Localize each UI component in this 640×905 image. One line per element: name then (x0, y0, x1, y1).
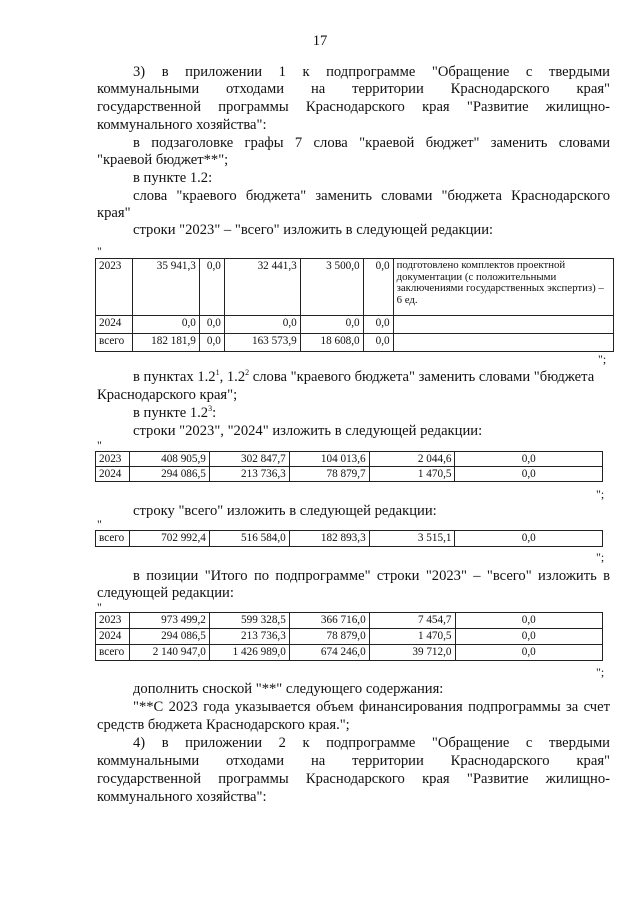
table-cell: 0,0 (199, 259, 224, 316)
table-cell: 294 086,5 (129, 629, 209, 645)
table-cell: 0,0 (455, 467, 603, 482)
table-cell: 0,0 (363, 316, 393, 334)
paragraph-4-line-4: коммунального хозяйства": (97, 789, 267, 805)
table-cell: 0,0 (199, 316, 224, 334)
table-cell: 516 584,0 (209, 531, 289, 547)
subheading-change-line-2: "краевой бюджет**"; (97, 152, 229, 168)
close-quote: "; (596, 550, 605, 564)
table-row (96, 316, 614, 334)
table-cell: 0,0 (455, 452, 603, 467)
table-1 (95, 258, 614, 352)
table-cell: 294 086,5 (129, 467, 209, 482)
paragraph-4-line-2: коммунальными отходами на территории Краснодарского края" (97, 753, 610, 769)
table-cell: 599 328,5 (209, 613, 289, 629)
table-cell: 78 879,0 (289, 629, 369, 645)
open-quote: " (97, 517, 102, 531)
table-cell: 0,0 (199, 334, 224, 352)
points-1-2-1-2-line-1: в пунктах $1.2^1$, $1.2^2$ слова "краевого бюджета" заменить словами "бюджета (133, 368, 595, 385)
table-cell: 213 736,3 (209, 467, 289, 482)
table-cell-year: 2023 (96, 452, 130, 467)
table-cell: 1 470,5 (369, 467, 455, 482)
table-cell: 18 608,0 (300, 334, 363, 352)
table-cell: 0,0 (224, 316, 300, 334)
table-cell: 2 140 947,0 (129, 645, 209, 661)
table-cell: 163 573,9 (224, 334, 300, 352)
table-cell: 674 246,0 (289, 645, 369, 661)
paragraph-3-line-4: коммунального хозяйства": (97, 117, 267, 133)
point-1-2-title: в пункте 1.2: (133, 170, 213, 186)
table-cell: 0,0 (363, 334, 393, 352)
table-row (96, 629, 603, 645)
close-quote: "; (596, 487, 605, 501)
table-cell: 0,0 (132, 316, 199, 334)
table-cell: 702 992,4 (129, 531, 209, 547)
table-cell: 32 441,3 (224, 259, 300, 316)
table-row (96, 259, 614, 316)
itogo-line-1: в позиции "Итого по подпрограмме" строки "2023" – "всего" изложить в (133, 568, 610, 584)
table-cell: 0,0 (363, 259, 393, 316)
table-row (96, 452, 603, 467)
table-row (96, 645, 603, 661)
table-cell: 0,0 (455, 531, 603, 547)
points-1-2-1-2-line-2: Краснодарского края"; (97, 387, 238, 403)
table-cell: 78 879,7 (289, 467, 369, 482)
table-cell: 35 941,3 (132, 259, 199, 316)
footnote-intro: дополнить сноской "**" следующего содержания: (133, 681, 444, 697)
table-cell-year: всего (96, 531, 130, 547)
point-1-2-3-title: в пункте $1.2^3$: (133, 404, 217, 421)
footnote-line-2: средств бюджета Краснодарского края."; (97, 717, 350, 733)
table-cell-year: 2024 (96, 316, 133, 334)
table-cell: 1 426 989,0 (209, 645, 289, 661)
table-row (96, 334, 614, 352)
paragraph-4-line-1: 4) в приложении 2 к подпрограмме "Обращение с твердыми (133, 735, 610, 751)
table-3 (95, 530, 603, 547)
table-cell: 3 515,1 (369, 531, 455, 547)
footnote-line-1: "**С 2023 года указывается объем финансирования подпрограммы за счет (133, 699, 610, 715)
open-quote: " (97, 244, 102, 258)
paragraph-3-line-3: государственной программы Краснодарского края "Развитие жилищно- (97, 99, 610, 115)
table-cell-note (393, 334, 613, 352)
table-cell: 1 470,5 (369, 629, 455, 645)
table-cell: 182 181,9 (132, 334, 199, 352)
table-cell: 104 013,6 (289, 452, 369, 467)
table-cell: 408 905,9 (129, 452, 209, 467)
table-cell: 39 712,0 (369, 645, 455, 661)
table-cell: 0,0 (455, 645, 603, 661)
table-cell: 182 893,3 (289, 531, 369, 547)
table-cell: 0,0 (300, 316, 363, 334)
table-cell-year: 2024 (96, 629, 130, 645)
table-cell-note: подготовлено комплектов проектной документации (с положительными заключениями государственных экспертиз) – 6 ед. (393, 259, 613, 316)
page-number: 17 (312, 33, 328, 49)
close-quote: "; (596, 665, 605, 679)
table-cell: 213 736,3 (209, 629, 289, 645)
point-1-2-rows-text: строки "2023" – "всего" изложить в следующей редакции: (133, 222, 494, 238)
paragraph-3-line-2: коммунальными отходами на территории Краснодарского края" (97, 81, 610, 97)
table-cell: 0,0 (455, 613, 603, 629)
open-quote: " (97, 600, 102, 614)
paragraph-3-line-1: 3) в приложении 1 к подпрограмме "Обращение с твердыми (133, 64, 610, 80)
close-quote: "; (598, 352, 607, 366)
table-row (96, 467, 603, 482)
table-row (96, 531, 603, 547)
total-row-text: строку "всего" изложить в следующей редакции: (133, 503, 437, 519)
table-4 (95, 612, 603, 661)
point-1-2-words-line-1: слова "краевого бюджета" заменить словами "бюджета Краснодарского (133, 188, 610, 204)
table-cell: 3 500,0 (300, 259, 363, 316)
itogo-line-2: следующей редакции: (97, 585, 234, 601)
table-cell-year: 2023 (96, 259, 133, 316)
table-cell: 2 044,6 (369, 452, 455, 467)
table-cell-year: 2023 (96, 613, 130, 629)
table-cell-year: всего (96, 334, 133, 352)
subheading-change-line-1: в подзаголовке графы 7 слова "краевой бюджет" заменить словами (133, 135, 610, 151)
table-row (96, 613, 603, 629)
table-cell: 973 499,2 (129, 613, 209, 629)
point-1-2-3-rows-text: строки "2023", "2024" изложить в следующей редакции: (133, 423, 483, 439)
table-2 (95, 451, 603, 482)
open-quote: " (97, 438, 102, 452)
table-cell-year: 2024 (96, 467, 130, 482)
table-cell-year: всего (96, 645, 130, 661)
table-cell: 366 716,0 (289, 613, 369, 629)
paragraph-4-line-3: государственной программы Краснодарского края "Развитие жилищно- (97, 771, 610, 787)
table-cell: 7 454,7 (369, 613, 455, 629)
table-cell: 0,0 (455, 629, 603, 645)
table-cell: 302 847,7 (209, 452, 289, 467)
table-cell-note (393, 316, 613, 334)
point-1-2-words-line-2: края" (97, 205, 131, 221)
